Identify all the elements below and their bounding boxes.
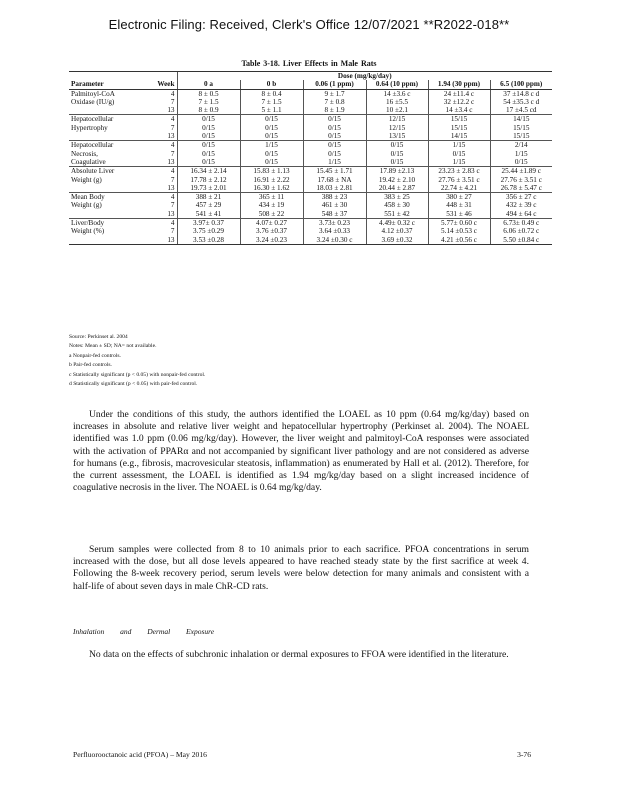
table-row (69, 158, 552, 167)
parameter-label: Hepatocellular (69, 115, 139, 124)
value-cell: 365 ± 11 (240, 193, 303, 202)
value-cell: 3.53 ±0.28 (177, 236, 240, 245)
value-cell: 3.64 ±0.33 (303, 227, 366, 235)
value-cell: 5.77± 0.60 c (428, 219, 490, 228)
value-cell: 23.23 ± 2.83 c (428, 167, 490, 176)
value-cell: 7 ± 0.8 (303, 98, 366, 106)
week-cell: 13 (167, 209, 175, 218)
value-cell: 3.69 ±0.32 (366, 236, 428, 245)
value-cell: 8 ± 1.9 (303, 106, 366, 115)
note-line: Source: Perkinset al. 2004 (69, 334, 128, 340)
note-line: b Pair-fed controls. (69, 362, 112, 369)
value-cell: 17.89 ±2.13 (366, 167, 428, 176)
value-cell: 19.73 ± 2.01 (177, 184, 240, 193)
table-row (69, 115, 552, 124)
week-cell: 7 (170, 123, 175, 132)
value-cell: 458 ± 30 (366, 201, 428, 209)
column-header: Parameter (69, 80, 139, 89)
value-cell: 18.03 ± 2.81 (303, 184, 366, 193)
value-cell: 548 ± 37 (303, 210, 366, 219)
table-row (69, 167, 552, 176)
table-row (69, 201, 552, 209)
value-cell: 3.24 ±0.30 c (303, 236, 366, 245)
table-row (69, 132, 552, 141)
value-cell: 7 ± 1.5 (177, 98, 240, 106)
value-cell: 388 ± 23 (303, 193, 366, 202)
week-cell: 4 (139, 89, 177, 98)
value-cell: 0/15 (303, 115, 366, 124)
value-cell: 16 ±5.5 (366, 98, 428, 106)
value-cell: 4.07± 0.27 (240, 219, 303, 228)
value-cell: 448 ± 31 (428, 201, 490, 209)
paragraph-serum: Serum samples were collected from 8 to 10 animals prior to each sacrifice. PFOA concentrations in serum increased with the dose, but all dose levels appeared to have reached steady state by the first sacrifice at week 4. Following the 8-week recovery period, serum levels were below detection for many animals and consistent with a half-life of about seven days in male ChR-CD rats. (73, 544, 529, 592)
value-cell: 14 ±3.4 c (428, 106, 490, 115)
blank-header (69, 72, 139, 81)
value-cell: 4.49± 0.32 c (366, 219, 428, 228)
parameter-label (69, 236, 139, 245)
blank-header (139, 72, 177, 81)
value-cell: 13/15 (366, 132, 428, 141)
value-cell: 0/15 (428, 150, 490, 158)
parameter-label (69, 184, 139, 193)
dose-header: Dose (mg/kg/day) (177, 72, 552, 81)
parameter-label (69, 210, 139, 219)
value-cell: 16.30 ± 1.62 (240, 184, 303, 193)
value-cell: 0/15 (177, 132, 240, 141)
value-cell: 1/15 (428, 158, 490, 167)
value-cell: 8 ± 0.4 (240, 89, 303, 98)
parameter-label: Necrosis, (71, 149, 98, 158)
value-cell: 0/15 (240, 132, 303, 141)
parameter-label (69, 106, 139, 115)
value-cell: 531 ± 46 (428, 210, 490, 219)
value-cell: 15/15 (428, 124, 490, 132)
value-cell: 3.24 ±0.23 (240, 236, 303, 245)
value-cell: 380 ± 27 (428, 193, 490, 202)
column-header: 0.06 (1 ppm) (303, 80, 366, 89)
footer-title: Perfluorooctanoic acid (PFOA) – May 2016 (73, 750, 207, 759)
week-cell: 7 (170, 227, 175, 236)
table-body (69, 89, 552, 244)
value-cell: 20.44 ± 2.87 (366, 184, 428, 193)
value-cell: 508 ± 22 (240, 210, 303, 219)
table-row (69, 219, 552, 228)
parameter-label: Mean Body (69, 193, 139, 202)
parameter-label: Coagulative (71, 157, 106, 166)
value-cell: 8 ± 0.9 (177, 106, 240, 115)
parameter-label: Oxidase (IU/g) (71, 97, 115, 106)
table-row (69, 106, 552, 115)
note-line: a Nonpair-fed controls. (69, 352, 121, 359)
value-cell: 0/15 (366, 141, 428, 150)
column-header: Week (139, 80, 177, 89)
week-cell: 7 (170, 149, 175, 158)
value-cell: 0/15 (177, 141, 240, 150)
value-cell: 15/15 (428, 115, 490, 124)
value-cell: 4.21 ±0.56 c (428, 236, 490, 245)
value-cell: 461 ± 30 (303, 201, 366, 209)
value-cell: 32 ±12.2 c (428, 98, 490, 106)
value-cell: 19.42 ± 2.10 (366, 176, 428, 184)
value-cell: 3.73± 0.23 (303, 219, 366, 228)
value-cell: 0/15 (177, 158, 240, 167)
parameter-label: Weight (%) (71, 227, 105, 236)
value-cell: 434 ± 19 (240, 201, 303, 209)
value-cell: 0/15 (303, 132, 366, 141)
value-cell: 1/15 (428, 141, 490, 150)
table-row (69, 184, 552, 193)
value-cell: 3.97± 0.37 (177, 219, 240, 228)
table-row (69, 227, 552, 235)
value-cell: 1/15 (490, 150, 552, 158)
parameter-label (69, 132, 139, 141)
week-cell: 4 (139, 193, 177, 202)
value-cell: 9 ± 1.7 (303, 89, 366, 98)
value-cell: 6.73± 0.49 c (490, 219, 552, 228)
paragraph-inhalation: No data on the effects of subchronic inhalation or dermal exposures to FFOA were identified in the literature. (89, 649, 509, 660)
liver-effects-table (69, 71, 552, 245)
value-cell: 0/15 (240, 115, 303, 124)
value-cell: 22.74 ± 4.21 (428, 184, 490, 193)
column-header: 0.64 (10 ppm) (366, 80, 428, 89)
value-cell: 0/15 (303, 141, 366, 150)
value-cell: 8 ± 0.5 (177, 89, 240, 98)
value-cell: 7 ± 1.5 (240, 98, 303, 106)
value-cell: 24 ±11.4 c (428, 89, 490, 98)
value-cell: 17.68 ± NA (303, 176, 366, 184)
value-cell: 15.45 ± 1.71 (303, 167, 366, 176)
value-cell: 3.75 ±0.29 (177, 227, 240, 235)
value-cell: 0/15 (177, 124, 240, 132)
value-cell: 10 ±2.1 (366, 106, 428, 115)
table-notes (69, 333, 205, 389)
value-cell: 0/15 (490, 158, 552, 167)
week-cell: 13 (167, 132, 175, 141)
value-cell: 6.06 ±0.72 c (490, 227, 552, 235)
note-line: Notes: Mean ± SD; NA= not available. (69, 343, 157, 350)
value-cell: 0/15 (240, 124, 303, 132)
paragraph-loael: Under the conditions of this study, the authors identified the LOAEL as 10 ppm (0.64 mg/kg/day) based on increases in absolute and relative liver weight and hepatocellular hypertrophy (Perkinset al. 2004). The NOAEL identified was 1.0 ppm (0.06 mg/kg/day). However, the liver weight and palmitoyl-CoA responses were associated with the activation of PPARα and not accompanied by significant liver pathology and are not considered as adverse for humans (e.g., fibrosis, macrovesicular steatosis, inflammation) as enumerated by Hall et al. (2012). Therefore, for the current assessment, the LOAEL is identified as 1.94 mg/kg/day based on a slight increased incidence of coagulative necrosis in the liver. The NOAEL is 0.64 mg/kg/day. (73, 409, 529, 494)
value-cell: 0/15 (240, 150, 303, 158)
column-header: 0 b (240, 80, 303, 89)
filing-header: Electronic Filing: Received, Clerk's Office 12/07/2021 **R2022-018** (108, 17, 510, 32)
parameter-label: Hypertrophy (71, 123, 108, 132)
value-cell: 15.83 ± 1.13 (240, 167, 303, 176)
value-cell: 0/15 (366, 158, 428, 167)
week-cell: 7 (170, 175, 175, 184)
table-caption: Table 3-18. Liver Effects in Male Rats (241, 59, 377, 68)
value-cell: 14/15 (428, 132, 490, 141)
parameter-label: Weight (g) (71, 201, 102, 210)
value-cell: 17 ±4.5 cd (490, 106, 552, 115)
value-cell: 26.78 ± 5.47 c (490, 184, 552, 193)
value-cell: 0/15 (366, 150, 428, 158)
week-cell: 13 (139, 236, 177, 245)
value-cell: 494 ± 64 c (490, 210, 552, 219)
table-row (69, 150, 552, 158)
value-cell: 1/15 (240, 141, 303, 150)
value-cell: 0/15 (303, 124, 366, 132)
week-cell: 4 (139, 115, 177, 124)
column-header: 6.5 (100 ppm) (490, 80, 552, 89)
value-cell: 12/15 (366, 115, 428, 124)
value-cell: 551 ± 42 (366, 210, 428, 219)
value-cell: 14/15 (490, 115, 552, 124)
week-cell: 13 (167, 157, 175, 166)
value-cell: 383 ± 25 (366, 193, 428, 202)
value-cell: 54 ±35.3 c d (490, 98, 552, 106)
table-row (69, 141, 552, 150)
parameter-label: Palmitoyl-CoA (69, 89, 139, 98)
column-header: 0 a (177, 80, 240, 89)
note-line: c Statistically significant (p < 0.05) with nonpair-fed control. (69, 371, 206, 378)
week-cell: 4 (139, 219, 177, 228)
value-cell: 15/15 (490, 124, 552, 132)
value-cell: 541 ± 41 (177, 210, 240, 219)
value-cell: 0/15 (240, 158, 303, 167)
value-cell: 17.78 ± 2.12 (177, 176, 240, 184)
value-cell: 0/15 (303, 150, 366, 158)
value-cell: 25.44 ±1.89 c (490, 167, 552, 176)
note-line: d Statistically significant (p < 0.05) with pair-fed control. (69, 381, 198, 388)
value-cell: 16.91 ± 2.22 (240, 176, 303, 184)
column-header: 1.94 (30 ppm) (428, 80, 490, 89)
week-cell: 13 (167, 106, 175, 115)
value-cell: 16.34 ± 2.14 (177, 167, 240, 176)
value-cell: 27.76 ± 3.51 c (428, 176, 490, 184)
parameter-label: Hepatocellular (69, 141, 139, 150)
value-cell: 5.14 ±0.53 c (428, 227, 490, 235)
value-cell: 0/15 (177, 115, 240, 124)
table-row (69, 124, 552, 132)
page-footer (73, 750, 531, 759)
value-cell: 4.12 ±0.37 (366, 227, 428, 235)
week-cell: 4 (139, 167, 177, 176)
table-row (69, 210, 552, 219)
parameter-label: Absolute Liver (69, 167, 139, 176)
value-cell: 2/14 (490, 141, 552, 150)
value-cell: 0/15 (177, 150, 240, 158)
week-cell: 4 (139, 141, 177, 150)
value-cell: 388 ± 21 (177, 193, 240, 202)
value-cell: 15/15 (490, 132, 552, 141)
value-cell: 3.76 ±0.37 (240, 227, 303, 235)
page-number: 3-76 (517, 750, 531, 759)
table-row (69, 89, 552, 98)
value-cell: 356 ± 27 c (490, 193, 552, 202)
table-row (69, 193, 552, 202)
value-cell: 37 ±14.8 c d (490, 89, 552, 98)
value-cell: 5.50 ±0.84 c (490, 236, 552, 245)
value-cell: 27.76 ± 3.51 c (490, 176, 552, 184)
value-cell: 432 ± 39 c (490, 201, 552, 209)
value-cell: 12/15 (366, 124, 428, 132)
week-cell: 7 (170, 97, 175, 106)
parameter-label: Weight (g) (71, 175, 102, 184)
week-cell: 13 (167, 183, 175, 192)
value-cell: 1/15 (303, 158, 366, 167)
section-subheading: Inhalation and Dermal Exposure (73, 627, 215, 636)
value-cell: 14 ±3.6 c (366, 89, 428, 98)
table-row (69, 236, 552, 245)
parameter-label: Liver/Body (69, 219, 139, 228)
table-row (69, 98, 552, 106)
table-row (69, 176, 552, 184)
value-cell: 5 ± 1.1 (240, 106, 303, 115)
week-cell: 7 (170, 201, 175, 210)
value-cell: 457 ± 29 (177, 201, 240, 209)
